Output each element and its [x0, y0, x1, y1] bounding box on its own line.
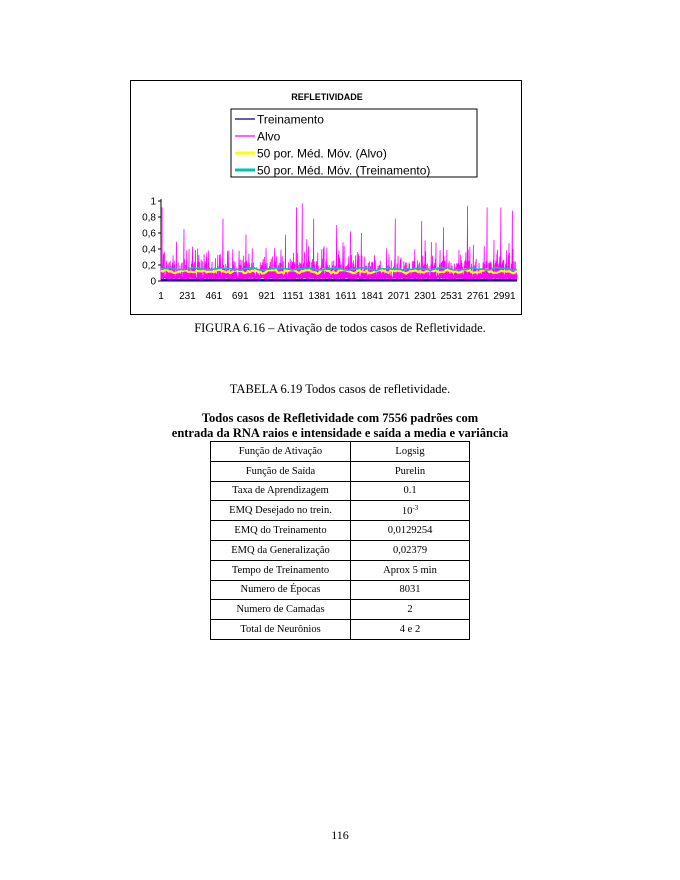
- table-cell-value-text: 2: [407, 604, 413, 616]
- table-heading-line-1: Todos casos de Refletividade com 7556 padrões com: [201, 411, 479, 425]
- x-tick-label: 2301: [414, 291, 437, 302]
- chart-canvas: [131, 81, 523, 316]
- x-tick-label: 2761: [466, 291, 490, 302]
- table-cell-value: [351, 600, 470, 620]
- table-row: [211, 481, 470, 501]
- x-tick-label: 1: [158, 291, 164, 302]
- table-title: TABELA 6.19 Todos casos de refletividade.: [229, 382, 451, 396]
- y-tick-label: 0,6: [142, 228, 156, 240]
- y-tick-label: 1: [150, 196, 156, 208]
- table-row: [211, 442, 470, 462]
- y-tick-label: 0: [150, 276, 156, 288]
- x-tick-label: 231: [179, 291, 196, 302]
- table-cell-label: Função de Saída: [211, 461, 351, 481]
- x-tick-label: 921: [258, 291, 276, 302]
- x-tick-label: 2991: [493, 291, 516, 302]
- table-row: [211, 600, 470, 620]
- table-heading: [0, 411, 680, 441]
- table-row: [211, 560, 470, 580]
- legend-label: 50 por. Méd. Móv. (Treinamento): [257, 163, 431, 178]
- table-cell-value: [351, 620, 470, 640]
- table-cell-value-text: 4 e 2: [399, 624, 421, 636]
- legend-label: Alvo: [257, 129, 281, 144]
- table-cell-value-text: 0,0129254: [387, 525, 433, 537]
- y-tick-label: 0,8: [142, 212, 156, 224]
- table-cell-value: [351, 481, 470, 501]
- table-heading-line-2: entrada da RNA raios e intensidade e saída a media e variância: [171, 426, 509, 440]
- table-cell-label: EMQ do Treinamento: [211, 521, 351, 541]
- table-row: [211, 580, 470, 600]
- table-cell-label: Total de Neurônios: [211, 620, 351, 640]
- figure-caption: FIGURA 6.16 – Ativação de todos casos de Refletividade.: [194, 321, 486, 335]
- table-row: [211, 540, 470, 560]
- table-cell-value-text: Purelin: [394, 465, 426, 477]
- table-cell-label: Numero de Épocas: [211, 580, 351, 600]
- table-cell-value-text: Aprox 5 min: [383, 564, 437, 576]
- table-cell-value-text: 0.1: [403, 485, 417, 497]
- table-cell-value-text: 8031: [399, 584, 421, 596]
- chart-title: REFLETIVIDADE: [291, 92, 363, 102]
- table-row: [211, 521, 470, 541]
- table-cell-label: Função de Ativação: [211, 442, 351, 462]
- legend-label: Treinamento: [257, 112, 324, 127]
- x-tick-label: 2531: [440, 291, 463, 302]
- x-tick-label: 1611: [335, 291, 357, 302]
- page-number: 116: [331, 828, 349, 842]
- table-cell-label: EMQ da Generalização: [211, 540, 351, 560]
- table-cell-label: Taxa de Aprendizagem: [211, 481, 351, 501]
- table-cell-value: [351, 521, 470, 541]
- x-tick-label: 1381: [308, 291, 331, 302]
- table-cell-value: [351, 501, 470, 521]
- table-cell-exponent: -3: [412, 504, 419, 513]
- table-cell-value-text: Logsig: [395, 445, 425, 457]
- table-cell-value-text: 10: [401, 506, 413, 518]
- x-tick-label: 1151: [282, 291, 304, 302]
- x-tick-label: 691: [231, 291, 249, 302]
- x-tick-label: 461: [205, 291, 223, 302]
- table-cell-value: [351, 580, 470, 600]
- x-tick-label: 1841: [361, 291, 384, 302]
- table-cell-value: [351, 461, 470, 481]
- table-cell-label: Numero de Camadas: [211, 600, 351, 620]
- table-cell-value: [351, 442, 470, 462]
- table-row: [211, 620, 470, 640]
- table-row: [211, 501, 470, 521]
- table-cell-label: Tempo de Treinamento: [211, 560, 351, 580]
- y-tick-label: 0,4: [142, 244, 156, 256]
- table-cell-value-text: 0,02379: [392, 544, 428, 556]
- training-parameters-table: [210, 441, 470, 640]
- x-tick-label: 2071: [387, 291, 410, 302]
- table-cell-value: [351, 560, 470, 580]
- y-tick-label: 0,2: [142, 260, 156, 272]
- legend-label: 50 por. Méd. Móv. (Alvo): [257, 146, 387, 161]
- table-row: [211, 461, 470, 481]
- reflectivity-chart: [130, 80, 522, 315]
- table-cell-label: EMQ Desejado no trein.: [211, 501, 351, 521]
- table-cell-value: [351, 540, 470, 560]
